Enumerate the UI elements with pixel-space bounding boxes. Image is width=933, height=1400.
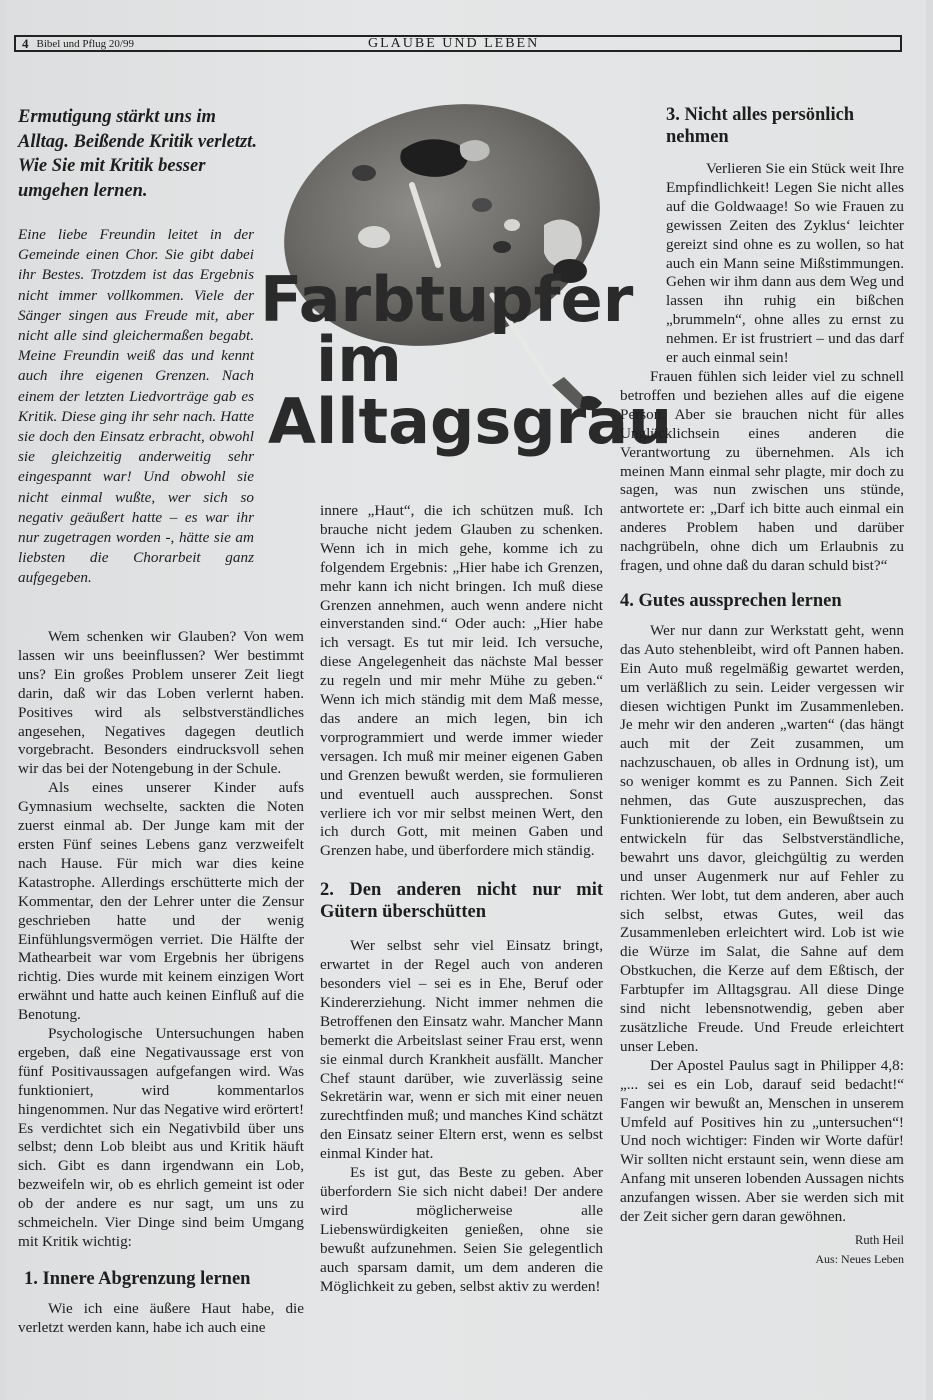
title-line-1: Farbtupfer [260,263,634,336]
source-credit: Aus: Neues Leben [815,1251,904,1266]
paragraph: Als eines unserer Kinder aufs Gymnasium wechselte, sackten die Noten zuerst einmal ab. Der Junge kam mit der ersten Fünf seines Lebens ganz verzweifelt nach Hause. Für mich war dies keine Katastrophe. Allerdings erschütterte mich der Kommentar, den der Lehrer unter die Zensur geschrieben hatte und der wenig Einfühlungsvermögen verriet. Die Hälfte der Mathearbeit war vom Ergebnis her übrigens richtig. Dies wurde mit keinem einzigen Wort erwähnt und hatte auch keinen Einfluß auf die Benotung. [18,779,304,1024]
column-2 [320,502,603,1296]
paragraph: Verlieren Sie ein Stück weit Ihre Empfindlichkeit! Legen Sie nicht alles auf die Goldwaage! So wie Frauen zu gewissen Zeiten des Zyklus‘ leichter gereizt sind ohne es zu wollen, so hat auch ein Mann seine Mißstimmungen. Gehen wir ihm dann aus dem Weg und lassen ihn ruhig ein bißchen „brummeln“, ohne alles zu ernst zu nehmen. Er ist frustriert – und das darf er auch einmal sein! [666,160,904,367]
paragraph: innere „Haut“, die ich schützen muß. Ich brauche nicht jedem Glauben zu schenken. Wenn ich in mich gehe, komme ich zu folgendem Ergebnis: „Hier habe ich Grenzen, mehr kann ich nicht bringen. Ich muß diese Grenzen annehmen, auch wenn andere nicht einverstanden sind.“ Oder auch: „Hier habe ich versagt. Es tut mir leid. Ich versuche, diese Angelegenheit das nächste Mal besser zu regeln und mir mehr Mühe zu geben.“ Wenn ich mich ständig mit dem Maß messe, das andere an mich legen, bin ich vorprogrammiert und werde immer wieder versagen. Ich muß mir meiner eigenen Gaben und Grenzen bewußt werden, sie formulieren und eventuell auch aussprechen. Sonst verliere ich vor mir selbst meinen Wert, den ich durch Gott, mit meinen Gaben und Grenzen habe, und überfordere mich ständig. [320,502,603,860]
title-graphic [260,95,673,465]
paragraph: Wie ich eine äußere Haut habe, die verletzt werden kann, habe ich auch eine [18,1299,304,1336]
column-3 [620,160,904,1269]
paint-blob-light [460,140,490,161]
paragraph: Wer selbst sehr viel Einsatz bringt, erwartet in der Regel auch von anderen besonders viel – sei es in Ehe, Beruf oder Kindererziehung. Nicht immer nehmen die Betroffenen den Einsatz wahr. Mancher Mann bemerkt die Arbeitslast seiner Frau erst, wenn sie einmal durch Krankheit ausfällt. Mancher Chef staunt darüber, wie zuverlässig seine Sekretärin war, wenn er sich mit einer neuen zurechtfinden muß; und manches Kind schätzt den Einsatz seiner Eltern erst, wenn es selbst einmal Kinder hat. [320,937,603,1163]
heading-inner-boundary: 1. Innere Abgrenzung lernen [24,1268,251,1289]
author-name: Ruth Heil [855,1232,904,1247]
intro-story: Eine liebe Freundin leitet in der Gemeinde einen Chor. Sie gibt dabei ihr Bestes. Trotzdem ist das Ergebnis nicht immer vollkommen. Viele der Sänger singen aus Freude mit, aber nicht alle sind gleichermaßen begabt. Meine Freundin weiß das und kennt auch ihre eigenen Grenzen. Nach einem der letzten Liedvorträge gab es Kritik. Diese ging ihr sehr nach. Hatte sie doch den Einsatz erbracht, obwohl sie gleichzeitig anderweitig sehr eingespannt war! Und obwohl sie nicht einmal wußte, wer sich so negativ geäußert hatte – es war ihr nur zugetragen worden -, hätte sie am liebsten die Chorarbeit ganz aufgegeben. [18,226,254,587]
paragraph: Wem schenken wir Glauben? Von wem lassen wir uns beeinflussen? Wer bestimmt uns? Ein großes Problem unserer Zeit liegt darin, daß wir das Loben verlernt haben. Positives wird als selbstverständliches angesehen, Negatives dagegen deutlich vorgebracht. Besonders eindrucksvoll sehen wir das bei der Notengebung in der Schule. [18,628,304,778]
column-1 [18,628,304,1338]
paragraph: Es ist gut, das Beste zu geben. Aber überfordern Sie sich nicht dabei! Der andere wird möglicherweise alle Liebenswürdigkeiten genießen, ohne sie bewußt aufzunehmen. Seien Sie gelegentlich auch sparsam damit, um dem anderen die Möglichkeit zu geben, selbst aktiv zu werden! [320,1164,603,1295]
section-title: GLAUBE UND LEBEN [368,36,540,51]
title-line-2: im [316,323,402,396]
paragraph: Der Apostel Paulus sagt in Philipper 4,8: „... sei es ein Lob, darauf seid bedacht!“ Fangen wir bewußt an, Menschen in unserem Umfeld auf Positives hin zu „untersuchen“! Und noch wichtiger: Finden wir Worte dafür! Wir sollten nicht erstaunt sein, wenn diese am Anfang mit unseren lobenden Aussagen nichts anzufangen wissen. Aber sie werden sich mit der Zeit sicher gern daran gewöhnen. [620,1056,904,1226]
heading-speak-good: 4. Gutes aussprechen lernen [620,590,842,611]
title-line-3: Alltagsgrau [268,385,673,458]
paragraph: Frauen fühlen sich leider viel zu schnell betroffen und beziehen alles auf die eigene Person. Aber sie brauchen nicht für alles Unglücklichsein eines anderen die Verantwortung zu übernehmen. Als ich meinen Mann einmal sehr plagte, mir doch zu sagen, was nun zwischen uns stünde, antwortete er: „Darf ich bitte auch einmal ein anderes Problem haben und darüber nachgrübeln, ohne dich um Erlaubnis zu fragen, und ohne daß du daran schuld bist?“ [620,367,904,575]
heading-not-personal: 3. Nicht alles persönlich nehmen [666,105,855,147]
magazine-name: Bibel und Pflug 20/99 [36,37,134,50]
page-number: 4 [22,35,29,51]
palette-thumb-hole [358,226,390,248]
intro-teaser: Ermutigung stärkt uns im Alltag. Beißende Kritik verletzt. Wie Sie mit Kritik besser umgehen lernen. [18,107,257,201]
paragraph: Wer nur dann zur Werkstatt geht, wenn das Auto stehenbleibt, wird oft Pannen haben. Ein Auto muß regelmäßig gewartet werden, um verläßlich zu sein. Leider vergessen wir diesen wichtigen Punkt im Zusammenleben. Je mehr wir den anderen „warten“ (das hängt auch mit der Zeit zusammen, um nachzuschauen, ob alles in Ordnung ist), um so weniger kommt es zu Pannen. Sich Zeit nehmen, das Gute auszusprechen, das Funktionierende zu loben, ein Bewußtsein zu entwickeln für das Selbstverständliche, bewahrt uns davor, gleichgültig zu werden und unser Augenmerk nur auf Fehler zu richten. Wer lobt, tut dem anderen, aber auch sich selbst, etwas Gutes, weil das Zusammenleben erleichtert wird. Lob ist wie die Würze im Salat, die Sahne auf dem Obstkuchen, die Kerze auf dem Eßtisch, der Farbtupfer im Alltagsgrau. All diese Dinge sind nicht lebensnotwendig, geben aber zusätzliche Freude. Und Freude erleichtert unser Leben. [620,621,904,1055]
paragraph: Psychologische Untersuchungen haben ergeben, daß eine Negativaussage erst von fünf Positivaussagen aufgefangen wird. Was funktioniert, wird kommentarlos hingenommen. Nur das Negative wird erörtert! Es verdichtet sich ein Negativbild über uns selbst; denn Lob bleibt aus und Kritik häuft sich. Gibt es dann irgendwann ein Lob, bezweifeln wir, ob es ehrlich gemeint ist oder ob der andere es nur sagt, um uns zu schmeicheln. Vier Dinge sind beim Umgang mit Kritik wichtig: [18,1025,304,1250]
heading-not-overwhelm: 2. Den anderen nicht nur mit Gütern überschütten [320,880,603,923]
running-header [14,35,902,52]
